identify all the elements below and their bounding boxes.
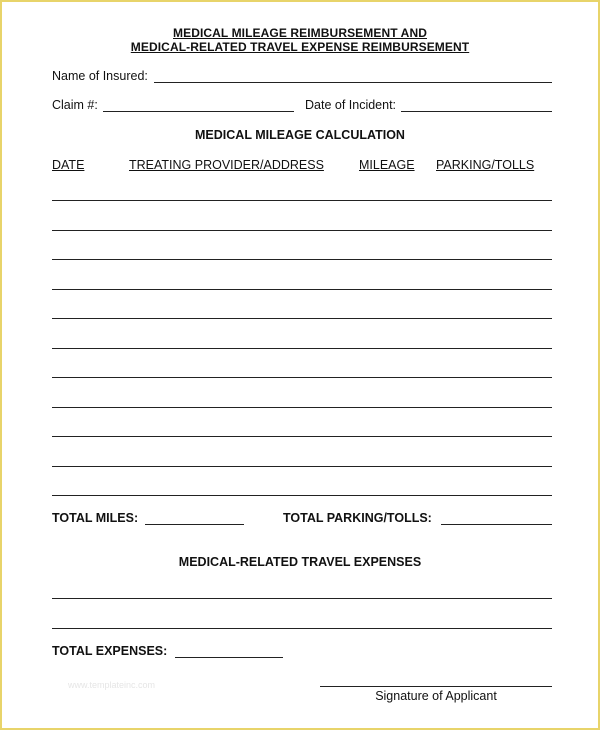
mileage-entry-line[interactable] xyxy=(52,230,552,231)
claim-number-label: Claim #: xyxy=(52,98,98,112)
mileage-entry-line[interactable] xyxy=(52,318,552,319)
mileage-entry-line[interactable] xyxy=(52,407,552,408)
form-title-line-1: MEDICAL MILEAGE REIMBURSEMENT AND xyxy=(173,26,427,40)
total-expenses-field[interactable] xyxy=(175,657,283,658)
mileage-calculation-heading: MEDICAL MILEAGE CALCULATION xyxy=(195,128,405,142)
claim-number-field[interactable] xyxy=(103,111,294,112)
date-of-incident-field[interactable] xyxy=(401,111,552,112)
total-miles-label: TOTAL MILES: xyxy=(52,511,139,525)
travel-expense-entry-line[interactable] xyxy=(52,628,552,629)
column-header-mileage: MILEAGE xyxy=(359,158,415,172)
mileage-entry-line[interactable] xyxy=(52,200,552,201)
column-header-provider-address: TREATING PROVIDER/ADDRESS xyxy=(129,158,324,172)
column-header-date: DATE xyxy=(52,158,85,172)
mileage-entry-line[interactable] xyxy=(52,377,552,378)
mileage-entry-line[interactable] xyxy=(52,436,552,437)
total-parking-tolls-field[interactable] xyxy=(441,524,552,525)
column-header-parking-tolls: PARKING/TOLLS xyxy=(436,158,535,172)
date-of-incident-label: Date of Incident: xyxy=(305,98,397,112)
travel-expenses-heading: MEDICAL-RELATED TRAVEL EXPENSES xyxy=(178,555,422,569)
form-title-line-2: MEDICAL-RELATED TRAVEL EXPENSE REIMBURSEMENT xyxy=(130,40,470,54)
mileage-entry-line[interactable] xyxy=(52,495,552,496)
mileage-entry-line[interactable] xyxy=(52,348,552,349)
mileage-entry-line[interactable] xyxy=(52,259,552,260)
signature-label: Signature of Applicant xyxy=(375,689,497,703)
travel-expense-entry-line[interactable] xyxy=(52,598,552,599)
name-of-insured-label: Name of Insured: xyxy=(52,69,148,83)
mileage-entry-line[interactable] xyxy=(52,466,552,467)
name-of-insured-field[interactable] xyxy=(154,82,552,83)
total-expenses-label: TOTAL EXPENSES: xyxy=(52,644,168,658)
watermark: www.templateinc.com xyxy=(68,680,156,690)
signature-line[interactable] xyxy=(320,686,552,687)
total-miles-field[interactable] xyxy=(145,524,244,525)
mileage-entry-line[interactable] xyxy=(52,289,552,290)
total-parking-tolls-label: TOTAL PARKING/TOLLS: xyxy=(283,511,432,525)
